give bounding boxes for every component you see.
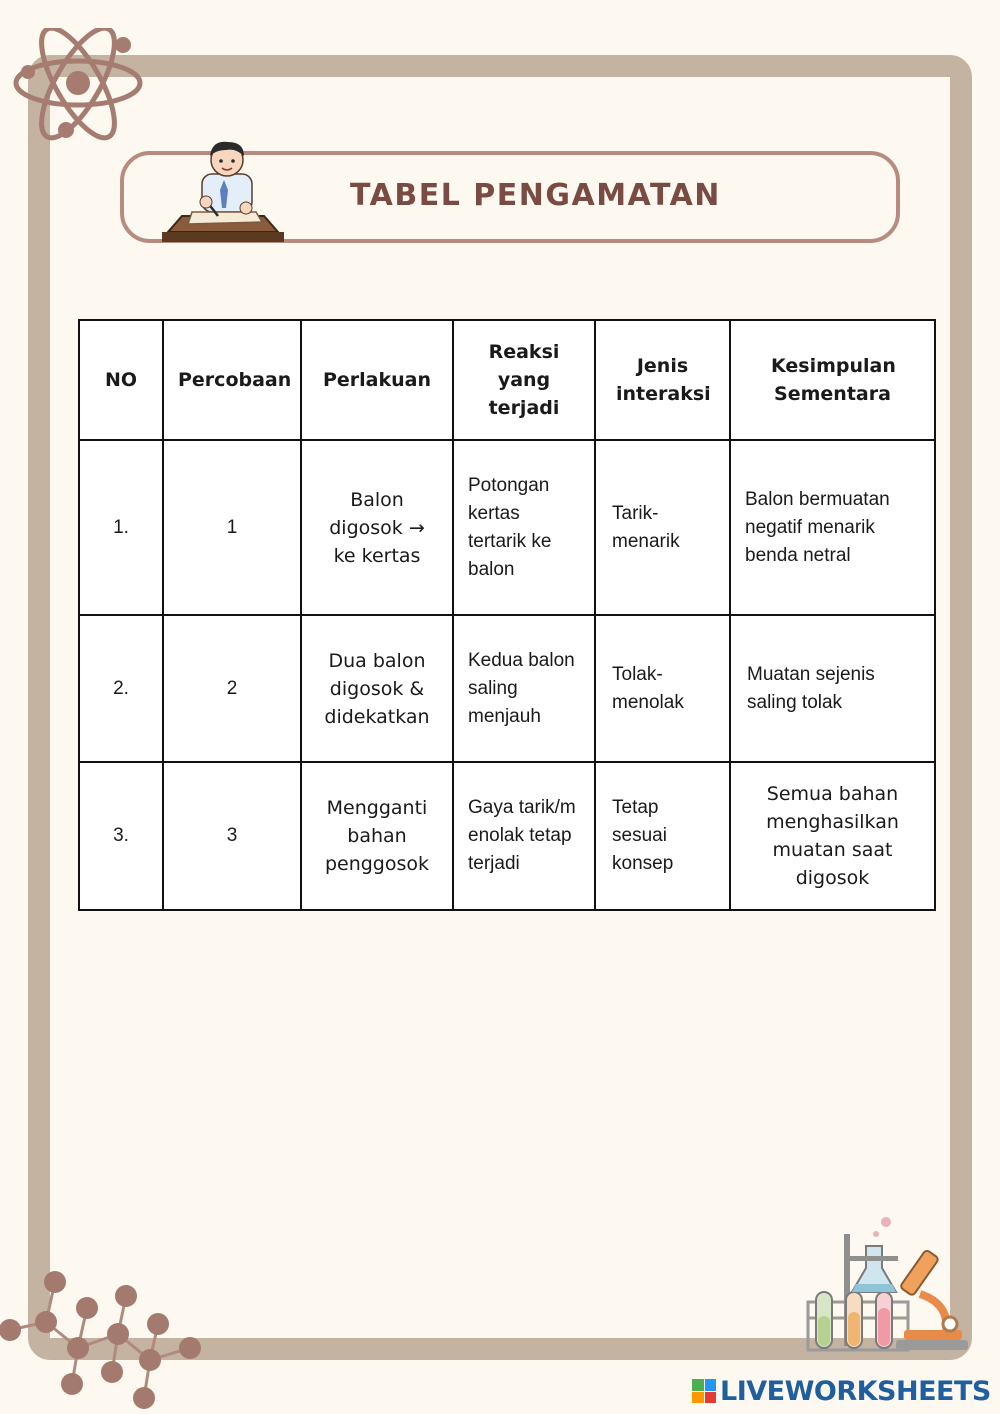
cell-kesimpulan: Muatan sejenis saling tolak bbox=[730, 615, 935, 762]
cell-no: 2. bbox=[79, 615, 163, 762]
cell-percobaan: 2 bbox=[163, 615, 301, 762]
cell-kesimpulan: Balon bermuatan negatif menarik benda netral bbox=[730, 440, 935, 615]
cell-perlakuan: Mengganti bahan penggosok bbox=[301, 762, 453, 910]
page-title: TABEL PENGAMATAN bbox=[350, 178, 721, 213]
cell-jenis-interaksi: Tetap sesuai konsep bbox=[595, 762, 730, 910]
cell-no: 1. bbox=[79, 440, 163, 615]
cell-jenis-interaksi: Tarik-menarik bbox=[595, 440, 730, 615]
header-percobaan: Percobaan bbox=[163, 320, 301, 440]
cell-reaksi: Potongan kertas tertarik ke balon bbox=[453, 440, 595, 615]
lab-equipment-illustration bbox=[800, 1212, 970, 1362]
liveworksheets-mark-icon bbox=[692, 1379, 716, 1403]
table-row bbox=[79, 440, 935, 615]
student-writing-illustration bbox=[160, 138, 286, 244]
molecule-icon bbox=[0, 1268, 210, 1414]
cell-jenis-interaksi: Tolak-menolak bbox=[595, 615, 730, 762]
header-kesimpulan: Kesimpulan Sementara bbox=[730, 320, 935, 440]
observation-table bbox=[78, 319, 936, 911]
table-header-row bbox=[79, 320, 935, 440]
header-jenis-interaksi: Jenis interaksi bbox=[595, 320, 730, 440]
cell-perlakuan: Balon digosok → ke kertas bbox=[301, 440, 453, 615]
cell-kesimpulan: Semua bahan menghasilkan muatan saat digosok bbox=[730, 762, 935, 910]
table-row bbox=[79, 762, 935, 910]
cell-reaksi: Kedua balon saling menjauh bbox=[453, 615, 595, 762]
cell-no: 3. bbox=[79, 762, 163, 910]
cell-perlakuan: Dua balon digosok & didekatkan bbox=[301, 615, 453, 762]
cell-reaksi: Gaya tarik/menolak tetap terjadi bbox=[453, 762, 595, 910]
header-reaksi: Reaksi yang terjadi bbox=[453, 320, 595, 440]
header-perlakuan: Perlakuan bbox=[301, 320, 453, 440]
atom-icon bbox=[8, 28, 148, 148]
table-row bbox=[79, 615, 935, 762]
cell-percobaan: 1 bbox=[163, 440, 301, 615]
liveworksheets-logo bbox=[692, 1374, 991, 1408]
cell-percobaan: 3 bbox=[163, 762, 301, 910]
brand-name: LIVEWORKSHEETS bbox=[720, 1375, 991, 1407]
header-no: NO bbox=[79, 320, 163, 440]
